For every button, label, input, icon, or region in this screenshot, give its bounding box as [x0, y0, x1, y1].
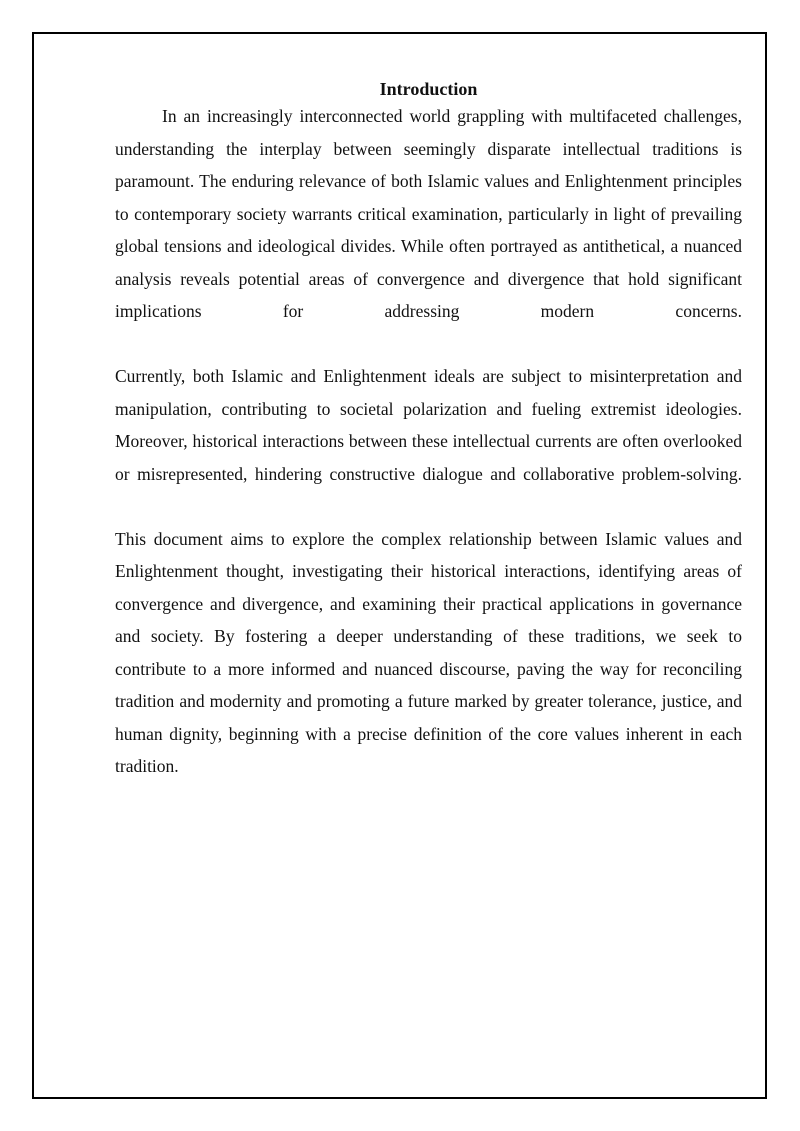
document-body: [115, 76, 742, 783]
paragraph-spacer: [115, 490, 742, 523]
paragraph-1: In an increasingly interconnected world grappling with multifaceted challenges, understanding the interplay between seemingly disparate intellectual traditions is paramount. The enduring relevance of both Islamic values and Enlightenment principles to contemporary society warrants critical examination, particularly in light of prevailing global tensions and ideological divides. While often portrayed as antithetical, a nuanced analysis reveals potential areas of convergence and divergence that hold significant implications for addressing modern concerns.: [115, 106, 742, 321]
paragraph-2: Currently, both Islamic and Enlightenment ideals are subject to misinterpretation and manipulation, contributing to societal polarization and fueling extremist ideologies. Moreover, historical interactions between these intellectual currents are often overlooked or misrepresented, hindering constructive dialogue and collaborative problem-solving.: [115, 366, 742, 484]
paragraph-spacer: [115, 328, 742, 361]
paragraph-3: This document aims to explore the complex relationship between Islamic values and Enlightenment thought, investigating their historical interactions, identifying areas of convergence and divergence, and examining their practical applications in governance and society. By fostering a deeper understanding of these traditions, we seek to contribute to a more informed and nuanced discourse, paving the way for reconciling tradition and modernity and promoting a future marked by greater tolerance, justice, and human dignity, beginning with a precise definition of the core values inherent in each tradition.: [115, 528, 742, 776]
page-title: Introduction: [379, 79, 478, 99]
